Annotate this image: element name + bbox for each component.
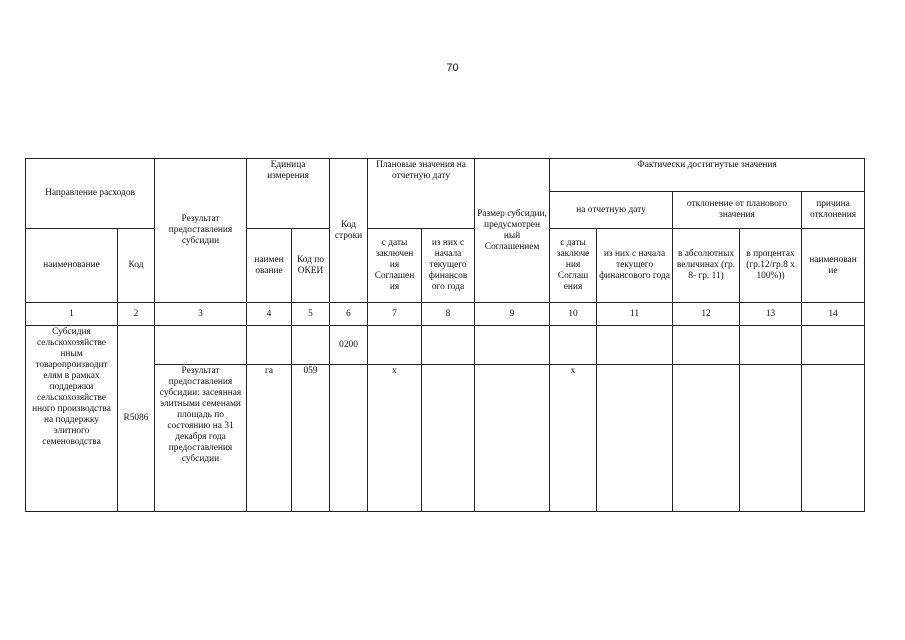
header-planned-since-agreement: с даты заключен ия Соглашен ия xyxy=(368,229,422,303)
empty-cell xyxy=(422,365,475,512)
unit-name-cell: га xyxy=(247,365,292,512)
header-subsidy-size: Размер субсидии, предусмотрен ный Соглашением xyxy=(475,159,550,303)
empty-cell xyxy=(740,326,802,365)
column-number: 14 xyxy=(802,303,865,326)
actual-since-agreement-cell: х xyxy=(550,365,597,512)
empty-cell xyxy=(475,365,550,512)
header-unit: Единица измерения xyxy=(247,159,330,229)
column-number: 5 xyxy=(292,303,330,326)
page-number: 70 xyxy=(446,62,459,74)
header-reason-name: наименован ие xyxy=(802,229,865,303)
column-number: 3 xyxy=(155,303,247,326)
empty-cell xyxy=(597,326,673,365)
header-actual: Фактически достигнутые значения xyxy=(550,159,865,192)
header-deviation: отклонение от планового значения xyxy=(673,192,802,229)
header-result: Результат предоставления субсидии xyxy=(155,159,247,303)
planned-since-agreement-cell: х xyxy=(368,365,422,512)
empty-cell xyxy=(292,326,330,365)
header-deviation-pct: в процентах (гр.12/гр.8 х 100%)) xyxy=(740,229,802,303)
column-number: 8 xyxy=(422,303,475,326)
column-number: 2 xyxy=(118,303,155,326)
header-deviation-abs: в абсолютных величинах (гр. 8- гр. 11) xyxy=(673,229,740,303)
empty-cell xyxy=(330,365,368,512)
line-code-cell: 0200 xyxy=(330,326,368,365)
header-actual-at-date: на отчетную дату xyxy=(550,192,673,229)
empty-cell xyxy=(802,326,865,365)
header-unit-name: наимен ование xyxy=(247,229,292,303)
empty-cell xyxy=(597,365,673,512)
header-direction: Направление расходов xyxy=(26,159,155,229)
unit-okei-cell: 059 xyxy=(292,365,330,512)
header-planned: Плановые значения на отчетную дату xyxy=(368,159,475,229)
subsidy-report-table xyxy=(25,158,865,512)
header-reason: причина отклонения xyxy=(802,192,865,229)
column-number: 11 xyxy=(597,303,673,326)
result-cell: Результат предоставления субсидии: засеянная элитными семенами площадь по состоянию на 31 декабря года предоставления субсидии xyxy=(155,365,247,512)
column-number: 6 xyxy=(330,303,368,326)
empty-cell xyxy=(673,326,740,365)
empty-cell xyxy=(673,365,740,512)
column-number: 13 xyxy=(740,303,802,326)
column-number: 1 xyxy=(26,303,118,326)
header-line-code: Код строки xyxy=(330,159,368,303)
column-number-row xyxy=(26,303,865,326)
header-actual-since-year: из них с начала текущего финансового года xyxy=(597,229,673,303)
header-planned-since-year: из них с начала текущего финансов ого года xyxy=(422,229,475,303)
header-direction-code: Код xyxy=(118,229,155,303)
empty-cell xyxy=(802,365,865,512)
header-direction-name: наименование xyxy=(26,229,118,303)
header-actual-since-agreement: с даты заключе ния Соглаш ения xyxy=(550,229,597,303)
table-row xyxy=(26,326,865,365)
direction-code-cell: R5086 xyxy=(118,326,155,512)
empty-cell xyxy=(247,326,292,365)
empty-cell xyxy=(475,326,550,365)
empty-cell xyxy=(740,365,802,512)
empty-cell xyxy=(368,326,422,365)
header-unit-okei: Код по ОКЕИ xyxy=(292,229,330,303)
column-number: 4 xyxy=(247,303,292,326)
empty-cell xyxy=(550,326,597,365)
direction-name-cell: Субсидия сельскохозяйстве нным товаропроизводит елям в рамках поддержки сельскохозяйстве нного производства на поддержку элитного семеноводства xyxy=(26,326,118,512)
empty-cell xyxy=(155,326,247,365)
column-number: 9 xyxy=(475,303,550,326)
empty-cell xyxy=(422,326,475,365)
column-number: 7 xyxy=(368,303,422,326)
column-number: 10 xyxy=(550,303,597,326)
column-number: 12 xyxy=(673,303,740,326)
